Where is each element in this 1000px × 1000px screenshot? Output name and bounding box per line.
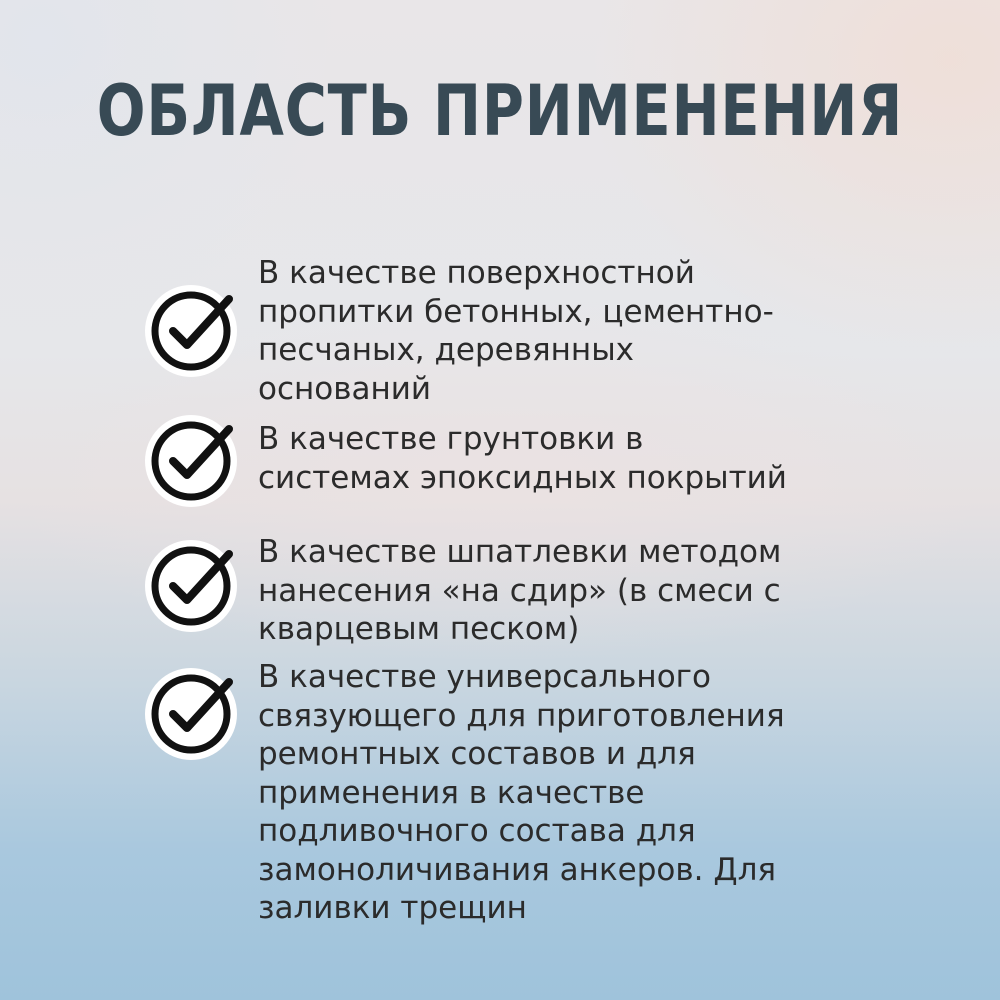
page-title: ОБЛАСТЬ ПРИМЕНЕНИЯ (96, 70, 904, 152)
list-item-1-text: В качестве поверхностной пропитки бетонных, цементно- песчаных, деревянных оснований (258, 255, 774, 407)
list-item-2-text: В качестве грунтовки в системах эпоксидных покрытий (258, 421, 787, 496)
list-item-4-text: В качестве универсального связующего для приготовления ремонтных составов и для применения в качестве подливочного состава для замоноличивания анкеров. Для заливки трещин (258, 659, 785, 926)
check-circle-icon (143, 666, 239, 762)
check-circle-icon (143, 413, 239, 509)
list-item-3-text: В качестве шпатлевки методом нанесения «на сдир» (в смеси с кварцевым песком) (258, 534, 782, 647)
check-circle-icon (143, 538, 239, 634)
check-circle-icon (143, 283, 239, 379)
